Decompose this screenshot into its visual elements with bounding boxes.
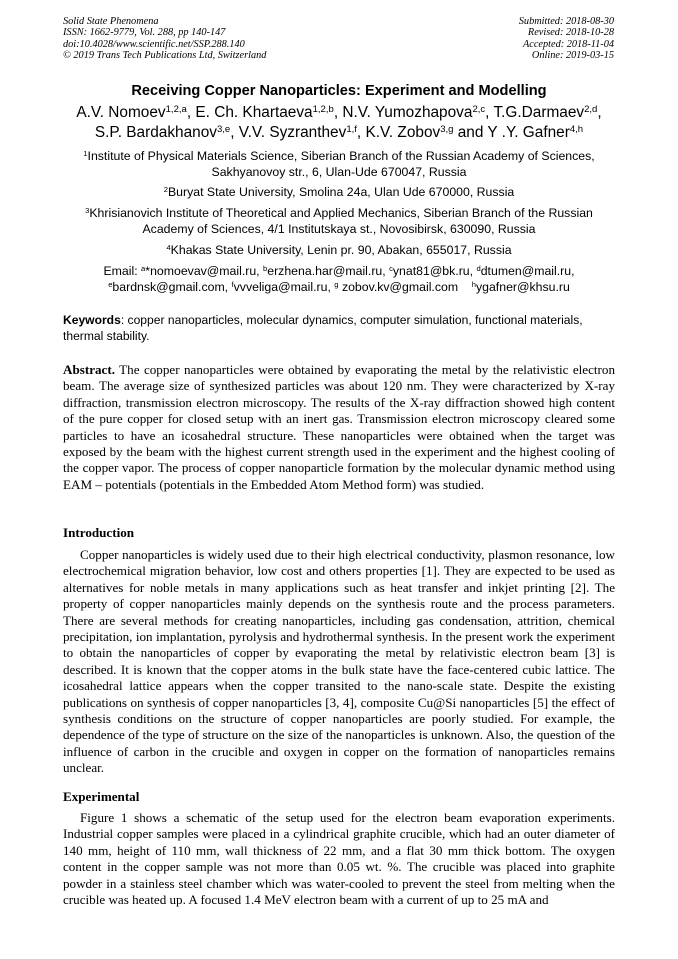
affil-line: Academy of Sciences, 4/1 Institutskaya st., Novosibirsk, 630090, Russia xyxy=(142,222,536,236)
author-affil-sup: 4,h xyxy=(569,123,584,135)
author xyxy=(95,124,239,141)
author-name: N.V. Yumozhapova xyxy=(342,104,473,121)
email-sup: h xyxy=(471,279,476,289)
abstract-text: The copper nanoparticles were obtained by evaporating the metal by the relativistic electron beam. The average size of synthesized particles was about 120 nm. They were characterized by X-ray diffraction, transmission electron microscopy. The results of the X-ray diffraction showed high content of the pure copper for closed setup with an inert gas. Transmission electron microscopy cleared some particles to have an icosahedral structure. These nanoparticles were obtained when the target was exposed by the beam with the highest current strength used in the experiment and the highest cooling of the copper vapor. The process of copper nanoparticle formation by the molecular dynamic method using EAM – potentials (potentials in the Embedded Atom Method form) was studied. xyxy=(63,362,615,492)
affiliation-2 xyxy=(70,184,608,200)
affil-num: 3 xyxy=(85,205,90,215)
introduction-heading: Introduction xyxy=(63,525,135,540)
email-sup: e xyxy=(108,279,113,289)
accepted-date: Accepted: 2018-11-04 xyxy=(522,38,614,50)
email-address: bardnsk@gmail.com, xyxy=(112,280,232,294)
author-affil-sup: 1,2,a xyxy=(165,103,187,115)
author xyxy=(239,124,366,141)
author xyxy=(365,124,487,141)
email-address: zobov.kv@gmail.com xyxy=(338,280,472,294)
affil-num: 2 xyxy=(163,184,168,194)
experimental-heading: Experimental xyxy=(63,789,140,804)
copyright-line: © 2019 Trans Tech Publications Ltd, Switzerland xyxy=(63,49,267,61)
author-sep: and xyxy=(453,124,488,141)
author-sep: , xyxy=(230,124,239,141)
author xyxy=(76,104,195,121)
author-sep: , xyxy=(186,104,196,121)
affil-num: 1 xyxy=(83,148,88,158)
author-sep: , xyxy=(333,104,343,121)
online-date: Online: 2019-03-15 xyxy=(531,49,614,61)
affil-num: 4 xyxy=(166,242,171,252)
affil-line: Institute of Physical Materials Science, Siberian Branch of the Russian Academy of Sciences, xyxy=(87,149,595,163)
author-affil-sup: 1,2,b xyxy=(312,103,334,115)
keywords-section xyxy=(63,313,615,344)
email-label: Email: xyxy=(103,264,142,278)
email-block xyxy=(50,263,628,295)
email-address: erzhena.har@mail.ru, xyxy=(267,264,390,278)
email-sup: d xyxy=(476,263,481,273)
email-address: ygafner@khsu.ru xyxy=(475,280,570,294)
author-name: Y .Y. Gafner xyxy=(487,124,570,141)
author xyxy=(195,104,342,121)
author-sep: , xyxy=(356,124,366,141)
author-name: S.P. Bardakhanov xyxy=(94,124,217,141)
author-name: K.V. Zobov xyxy=(365,124,441,141)
author-name: V.V. Syzranthev xyxy=(238,124,347,141)
author-affil-sup: 1,f xyxy=(346,123,357,135)
doi-line: doi:10.4028/www.scientific.net/SSP.288.140 xyxy=(63,38,245,50)
abstract-label: Abstract. xyxy=(63,362,115,377)
author xyxy=(487,124,583,141)
author-affil-sup: 3,g xyxy=(440,123,454,135)
author xyxy=(493,104,601,121)
email-address: *nomoevav@mail.ru, xyxy=(145,264,264,278)
keywords-text: : copper nanoparticles, molecular dynamics, computer simulation, functional materials, thermal stability. xyxy=(63,313,583,343)
author-affil-sup: 2,d xyxy=(584,103,598,115)
affil-line: Buryat State University, Smolina 24a, Ulan Ude 670000, Russia xyxy=(167,185,515,199)
issn-line: ISSN: 1662-9779, Vol. 288, pp 140-147 xyxy=(63,27,226,39)
email-address: dtumen@mail.ru, xyxy=(480,264,575,278)
email-address: vvveliga@mail.ru, xyxy=(233,280,335,294)
author-affil-sup: 3,e xyxy=(216,123,231,135)
email-sup: a xyxy=(141,263,146,273)
email-sup: f xyxy=(231,279,234,289)
author-list xyxy=(40,103,638,143)
email-sup: b xyxy=(263,263,268,273)
author-name: E. Ch. Khartaeva xyxy=(195,104,313,121)
submitted-date: Submitted: 2018-08-30 xyxy=(518,16,614,27)
author-sep: , xyxy=(597,104,602,121)
author-sep: , xyxy=(485,104,494,121)
author-affil-sup: 2,c xyxy=(472,103,486,115)
email-sup: g xyxy=(334,279,339,289)
affil-line: Sakhyanovoy str., 6, Ulan-Ude 670047, Russia xyxy=(211,165,467,179)
affiliation-1 xyxy=(70,148,608,180)
affil-line: Khakas State University, Lenin pr. 90, Abakan, 655017, Russia xyxy=(170,243,512,257)
email-address: ynat81@bk.ru, xyxy=(392,264,477,278)
experimental-text: Figure 1 shows a schematic of the setup used for the electron beam evaporation experiments. Industrial copper samples were placed in a cylindrical graphite crucible, which had an outer diameter of 140 mm, height of 110 mm, wall thickness of 22 mm, and a flat 30 mm thick bottom. The oxygen content in the copper sample was not more than 0.05 wt. %. The crucible was placed into graphite powder in a stainless steel chamber which was water-cooled to prevent the steel from melting when the crucible was heated up. A focused 1.4 MeV electron beam with a current of up to 25 mA and xyxy=(63,810,615,908)
affil-line: Khrisianovich Institute of Theoretical and Applied Mechanics, Siberian Branch of the Russian xyxy=(89,206,593,220)
journal-header xyxy=(63,16,266,61)
revised-date: Revised: 2018-10-28 xyxy=(527,27,614,39)
email-sup: c xyxy=(389,263,393,273)
paper-title: Receiving Copper Nanoparticles: Experiment and Modelling xyxy=(131,83,547,99)
dates-header xyxy=(519,16,614,61)
journal-name: Solid State Phenomena xyxy=(63,16,159,27)
author xyxy=(342,104,493,121)
abstract-section xyxy=(63,362,615,493)
keywords-label: Keywords xyxy=(63,313,121,327)
author-name: A.V. Nomoev xyxy=(76,104,166,121)
affiliation-4 xyxy=(70,242,608,258)
affiliation-3 xyxy=(60,205,618,237)
author-name: T.G.Darmaev xyxy=(493,104,585,121)
introduction-text: Copper nanoparticles is widely used due to their high electrical conductivity, plasmon resonance, low electrochemical migration behavior, low cost and others properties [1]. They are expected to be used as alternatives for noble metals in many applications such as heat transfer and inkjet printing [2]. The property of copper nanoparticles mainly depends on the synthesis route and the process parameters. There are several methods for creating nanoparticles, including gas condensation, attrition, chemical precipitation, ion implantation, pyrolysis and hydrothermal synthesis. In the present work the experiment to obtain the nanoparticles of copper by evaporating the metal by relativistic electron beam [3] is described. It is known that the copper atoms in the bulk state have the face-centered cubic lattice. The icosahedral lattice appears when the copper transited to the nano-scale state. Despite the existing publications on synthesis of copper nanoparticles [3, 4], composite Cu@Si nanoparticles [5] the effect of synthesis conditions on the structure of copper nanoparticles are poorly studied. For example, the dependence of the type of structure on the size of the nanoparticles is unknown. Also, the question of the influence of carbon in the crucible and oxygen in copper on the formation of nanoparticles remains unclear. xyxy=(63,547,615,776)
